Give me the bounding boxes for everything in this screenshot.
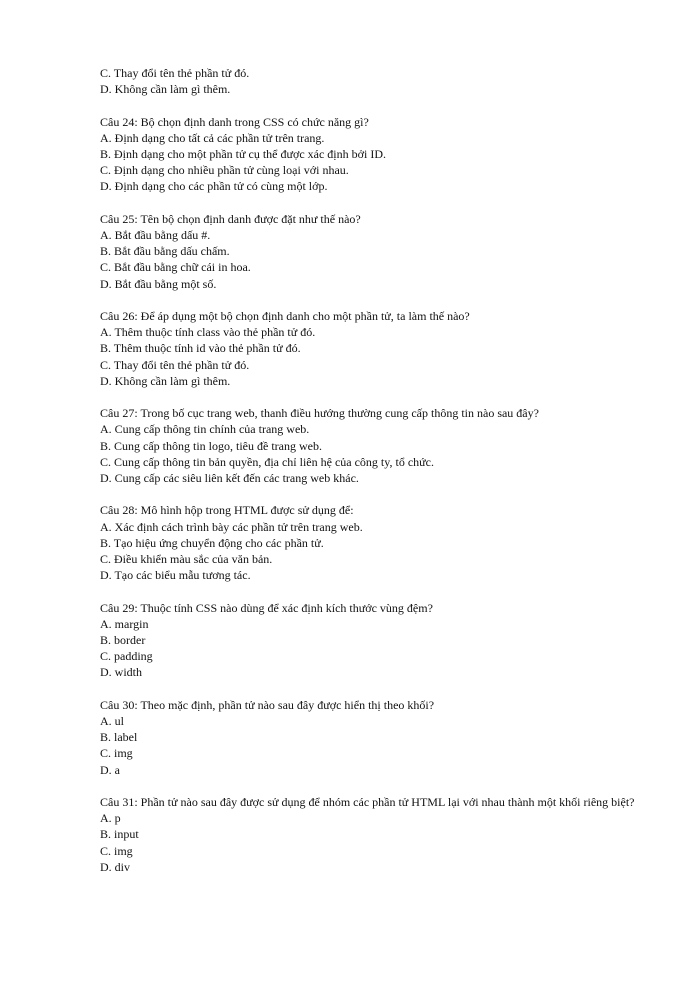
question-25 [100, 211, 640, 292]
option-b: B. border [100, 633, 146, 648]
option-d: D. Tạo các biểu mẫu tương tác. [100, 568, 251, 583]
option-b: B. Định dạng cho một phần tử cụ thể được xác định bởi ID. [100, 147, 386, 161]
option-c: C. img [100, 843, 133, 858]
option-b: B. input [100, 827, 139, 842]
question-text: Câu 26: Để áp dụng một bộ chọn định danh cho một phần tử, ta làm thế nào? [100, 309, 470, 323]
option-c: C. img [100, 746, 133, 761]
quiz-content [100, 65, 640, 875]
option-a: A. ul [100, 714, 124, 729]
option-d: D. Định dạng cho các phần tử có cùng một lớp. [100, 179, 328, 194]
option-c: C. Thay đổi tên thẻ phần tử đó. [100, 66, 250, 80]
question-26 [100, 308, 640, 389]
question-28 [100, 502, 640, 583]
option-c: C. Điều khiển màu sắc của văn bản. [100, 552, 273, 567]
question-27 [100, 405, 640, 486]
question-text: Câu 30: Theo mặc định, phần tử nào sau đây được hiển thị theo khối? [100, 697, 435, 712]
option-c: C. padding [100, 649, 153, 664]
question-30 [100, 697, 640, 778]
question-text: Câu 28: Mô hình hộp trong HTML được sử dụng để: [100, 503, 354, 518]
carryover-options [100, 65, 640, 97]
option-b: B. label [100, 730, 138, 745]
question-31 [100, 794, 640, 875]
option-c: C. Thay đổi tên thẻ phần tử đó. [100, 357, 250, 372]
question-29 [100, 600, 640, 681]
option-c: C. Bắt đầu bằng chữ cái in hoa. [100, 260, 251, 275]
option-d: D. Bắt đầu bằng một số. [100, 276, 217, 291]
option-d: D. div [100, 859, 130, 874]
option-a: A. p [100, 811, 121, 826]
option-a: A. margin [100, 616, 149, 631]
option-b: B. Bắt đầu bằng dấu chấm. [100, 244, 230, 259]
question-24 [100, 114, 640, 195]
question-text: Câu 27: Trong bố cục trang web, thanh điều hướng thường cung cấp thông tin nào sau đây? [100, 406, 539, 421]
option-b: B. Tạo hiệu ứng chuyển động cho các phần tử. [100, 535, 324, 550]
option-c: C. Cung cấp thông tin bản quyền, địa chỉ liên hệ của công ty, tổ chức. [100, 454, 434, 469]
option-b: B. Thêm thuộc tính id vào thẻ phần tử đó. [100, 341, 301, 356]
option-a: A. Cung cấp thông tin chính của trang web. [100, 422, 310, 437]
question-text: Câu 29: Thuộc tính CSS nào dùng để xác định kích thước vùng đệm? [100, 600, 433, 615]
option-a: A. Bắt đầu bằng dấu #. [100, 228, 211, 242]
option-d: D. Không cần làm gì thêm. [100, 82, 231, 97]
option-a: A. Thêm thuộc tính class vào thẻ phần tử đó. [100, 325, 316, 340]
option-d: D. a [100, 762, 120, 777]
option-d: D. Không cần làm gì thêm. [100, 373, 231, 388]
option-b: B. Cung cấp thông tin logo, tiêu đề trang web. [100, 438, 322, 453]
question-text: Câu 24: Bộ chọn định danh trong CSS có chức năng gì? [100, 114, 369, 129]
question-text: Câu 25: Tên bộ chọn định danh được đặt như thế nào? [100, 211, 361, 226]
option-c: C. Định dạng cho nhiều phần tử cùng loại với nhau. [100, 163, 349, 178]
option-a: A. Xác định cách trình bày các phần tử trên trang web. [100, 519, 363, 534]
option-a: A. Định dạng cho tất cả các phần tử trên trang. [100, 130, 325, 145]
question-text: Câu 31: Phần tử nào sau đây được sử dụng để nhóm các phần tử HTML lại với nhau thành một khối riêng biệt? [100, 795, 635, 810]
option-d: D. width [100, 665, 142, 680]
option-d: D. Cung cấp các siêu liên kết đến các trang web khác. [100, 471, 359, 486]
